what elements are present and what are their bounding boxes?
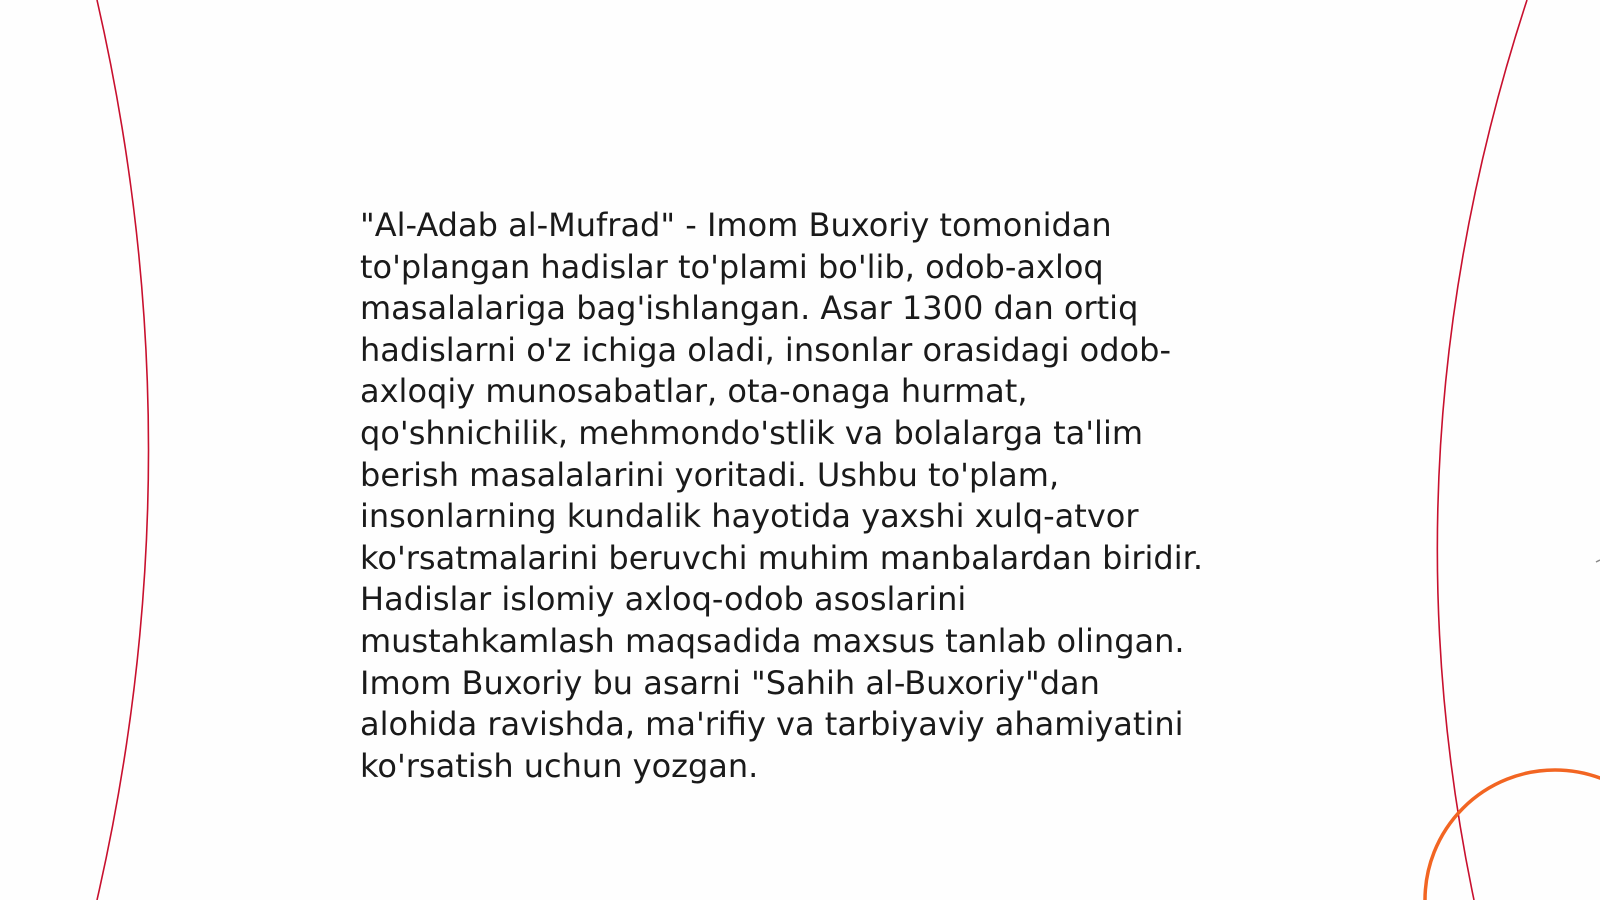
body-line: qo'shnichilik, mehmondo'stlik va bolalarga ta'lim bbox=[360, 413, 1143, 452]
body-line: "Al-Adab al-Mufrad" - Imom Buxoriy tomonidan bbox=[360, 206, 1112, 244]
body-line: hadislarni o'z ichiga oladi, insonlar orasidagi odob- bbox=[360, 330, 1171, 369]
body-line: berish masalalarini yoritadi. Ushbu to'plam, bbox=[360, 455, 1060, 494]
body-line: Imom Buxoriy bu asarni "Sahih al-Buxoriy"dan bbox=[360, 663, 1100, 702]
body-line: insonlarning kundalik hayotida yaxshi xulq-atvor bbox=[360, 497, 1139, 536]
body-line: axloqiy munosabatlar, ota-onaga hurmat, bbox=[360, 372, 1028, 411]
body-line: ko'rsatish uchun yozgan. bbox=[360, 746, 759, 785]
body-line: mustahkamlash maqsadida maxsus tanlab olingan. bbox=[360, 621, 1185, 660]
body-line: alohida ravishda, ma'rifiy va tarbiyaviy ahamiyatini bbox=[360, 705, 1184, 744]
left-arc-line bbox=[97, 0, 149, 900]
orange-circle-outline bbox=[1425, 770, 1600, 900]
body-line: Hadislar islomiy axloq-odob asoslarini bbox=[360, 580, 967, 619]
right-arc-line bbox=[1437, 0, 1527, 900]
body-paragraph bbox=[360, 205, 1240, 787]
body-line: masalalariga bag'ishlangan. Asar 1300 dan ortiq bbox=[360, 289, 1139, 328]
body-line: ko'rsatmalarini beruvchi muhim manbalardan biridir. bbox=[360, 538, 1203, 577]
body-line: to'plangan hadislar to'plami bo'lib, odob-axloq bbox=[360, 247, 1104, 286]
small-arrow-mark bbox=[1596, 560, 1600, 562]
